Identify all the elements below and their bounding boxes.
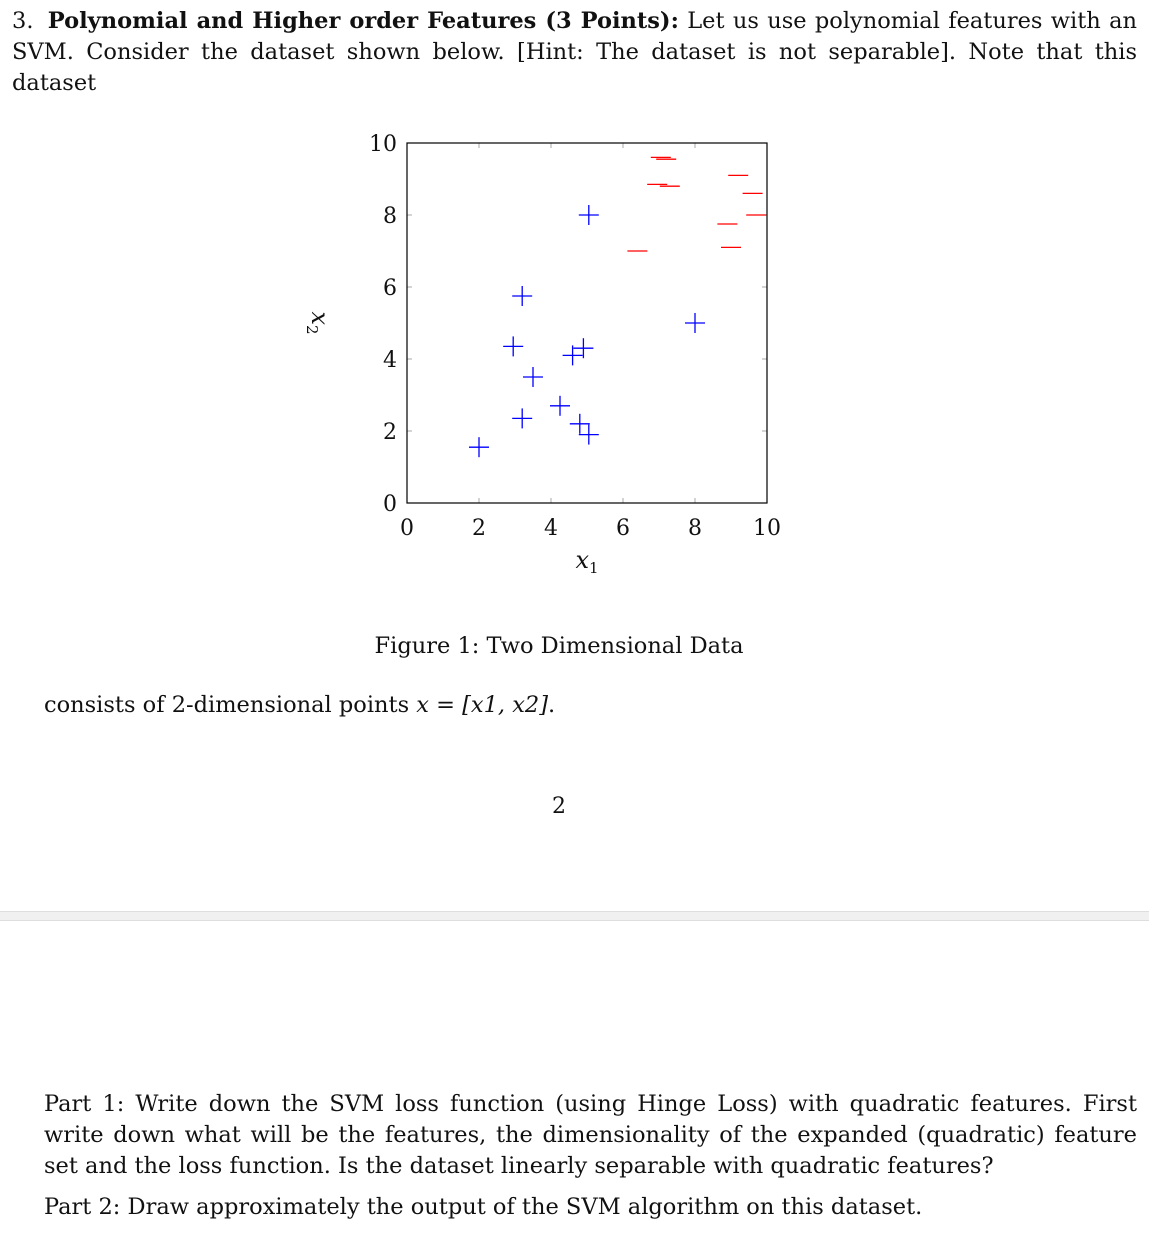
plus-point <box>579 205 599 225</box>
y-tick-label: 10 <box>369 132 397 157</box>
y-axis-label: $x_2$ <box>303 311 334 335</box>
data-marks <box>469 157 766 457</box>
x-tick-label: 8 <box>688 516 702 541</box>
y-tick-label: 0 <box>383 492 397 517</box>
x-axis-label: $x_1$ <box>575 546 599 577</box>
y-tick-label: 8 <box>383 204 397 229</box>
plus-point <box>523 367 543 387</box>
problem-number: 3. <box>12 8 34 34</box>
x-tick-label: 6 <box>616 516 630 541</box>
plus-point <box>512 408 532 428</box>
plus-point <box>503 336 523 356</box>
problem-text: Let us use polynomial features with an SVM. Consider the dataset shown below. [Hint: The dataset is not separable]. Note that this dataset <box>12 8 1137 96</box>
y-tick-label: 6 <box>383 276 397 301</box>
scatter-plot <box>280 120 800 590</box>
problem-title: Polynomial and Higher order Features (3 Points): <box>47 8 679 34</box>
plus-point <box>685 313 705 333</box>
part-2-question: Part 2: Draw approximately the output of the SVM algorithm on this dataset. <box>44 1194 923 1220</box>
y-tick-label: 2 <box>383 420 397 445</box>
plus-point <box>579 425 599 445</box>
plus-point <box>512 286 532 306</box>
x-tick-label: 10 <box>753 516 781 541</box>
x-tick-label: 2 <box>472 516 486 541</box>
plus-point <box>469 437 489 457</box>
tick-labels <box>369 132 781 541</box>
plus-point <box>570 414 590 434</box>
axis-ticks <box>407 143 767 503</box>
page-number: 2 <box>552 794 566 819</box>
continuation-text: consists of 2-dimensional points <box>44 692 417 718</box>
x-tick-label: 4 <box>544 516 558 541</box>
part-1-question: Part 1: Write down the SVM loss function (using Hinge Loss) with quadratic features. First write down what will be the features, the dimensionality of the expanded (quadratic) feature set and the loss function. Is the dataset linearly separable with quadratic features? <box>44 1091 1137 1179</box>
problem-statement <box>12 6 1137 99</box>
page-divider <box>0 911 1149 921</box>
plot-frame <box>407 143 767 503</box>
figure-caption: Figure 1: Two Dimensional Data <box>374 633 744 659</box>
problem-continuation <box>44 690 1137 721</box>
plus-point <box>550 396 570 416</box>
point-notation: x = [x1, x2] <box>416 692 548 718</box>
continuation-end: . <box>548 692 556 718</box>
y-tick-label: 4 <box>383 348 397 373</box>
x-tick-label: 0 <box>400 516 414 541</box>
